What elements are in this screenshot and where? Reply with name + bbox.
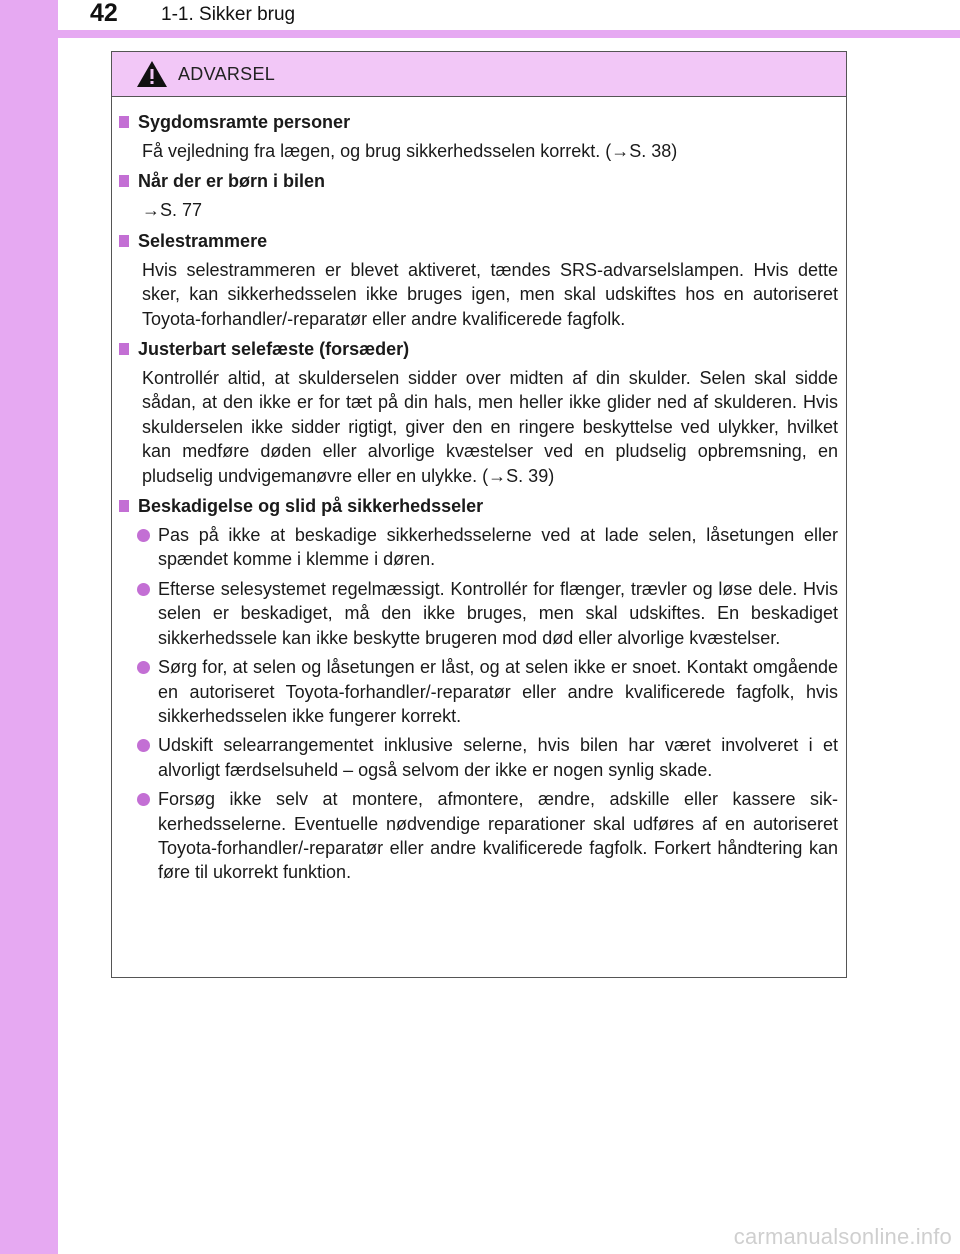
- list-item-text: Sørg for, at selen og låsetungen er låst, og at selen ikke er snoet. Kontakt omgående en autoriseret Toyota-forhandler/-reparatør eller andre kvalificerede fagfolk, hvis sikkerhedsselen ikke fungerer korrekt.: [158, 657, 838, 726]
- round-bullet-icon: [137, 661, 150, 674]
- section-heading-text: Selestrammere: [138, 230, 268, 251]
- list-item: [119, 577, 838, 650]
- round-bullet-icon: [137, 739, 150, 752]
- warning-body: [112, 97, 846, 885]
- section-heading: [119, 169, 838, 193]
- warning-header: [112, 52, 846, 97]
- list-item: [119, 523, 838, 572]
- list-item-text: Pas på ikke at beskadige sikkerhedsselerne ved at lade selen, låsetungen eller spændet komme i klemme i døren.: [158, 525, 838, 570]
- warning-box: [111, 51, 847, 978]
- warning-triangle-icon: [136, 60, 168, 88]
- list-item-text: Udskift selearrangementet inklusive selerne, hvis bilen har været involveret i et alvorligt færdselsuheld – også selvom der ikke er nogen synlig skade.: [158, 735, 838, 780]
- warning-label: ADVARSEL: [178, 63, 276, 84]
- section-title: 1-1. Sikker brug: [161, 4, 296, 25]
- section-heading-text: Sygdomsramte personer: [138, 112, 351, 132]
- list-item: [119, 733, 838, 782]
- list-item: [119, 787, 838, 885]
- section-paragraph: Hvis selestrammeren er blevet aktiveret, tændes SRS-advarselslampen. Hvis dette sker, kan sikkerhedsselen ikke bruges igen, men skal udskiftes hos en autoriseret Toyota-forhandler/-reparatør eller andre kvalificerede fagfolk.: [142, 259, 838, 329]
- round-bullet-icon: [137, 583, 150, 596]
- page-reference: →S. 77: [142, 200, 203, 221]
- list-item-text: Efterse selesystemet regelmæssigt. Kontrollér for flænger, trævler og løse dele. Hvis selen er beskadiget, må den ikke bruges, men skal udskiftes. En beskadiget sikkerhedssele kan ikke beskytte brugeren mod død eller alvorlige kvæstelser.: [158, 578, 838, 648]
- section-heading: [119, 229, 838, 253]
- section-heading-text: Beskadigelse og slid på sikkerhedsseler: [138, 496, 484, 517]
- section-heading: [119, 110, 838, 134]
- side-tab-strip: [0, 0, 58, 1254]
- list-item: [119, 655, 838, 728]
- round-bullet-icon: [137, 529, 150, 542]
- round-bullet-icon: [137, 793, 150, 806]
- square-bullet-icon: [119, 116, 129, 128]
- section-paragraph: Få vejledning fra lægen, og brug sikkerhedsselen korrekt. (→S. 38): [142, 141, 678, 161]
- square-bullet-icon: [119, 235, 129, 247]
- page-number: 42: [84, 0, 124, 30]
- watermark: carmanualsonline.info: [733, 1224, 952, 1249]
- square-bullet-icon: [119, 175, 129, 187]
- section-heading-text: Justerbart selefæste (forsæder): [138, 339, 410, 360]
- section-heading: [119, 494, 838, 518]
- square-bullet-icon: [119, 343, 129, 355]
- section-heading: [119, 337, 838, 361]
- section-paragraph: Kontrollér altid, at skulderselen sidder over midten af din skulder. Selen skal sidde sådan, at den ikke er for tæt på din hals, men heller ikke glider ned af skulderen. Hvis skulderselen ikke sidder rigtigt, giver den en ringere beskyttelse ved ulykker, hvilket kan medføre døden eller alvorlige kvæstelser ved en pludselig opbremsning, en pludselig undvigemanøvre eller en ulykke. (→S. 39): [142, 368, 838, 486]
- section-heading-text: Når der er børn i bilen: [138, 171, 326, 192]
- square-bullet-icon: [119, 500, 129, 512]
- header-rule: [0, 30, 960, 38]
- list-item-text: Forsøg ikke selv at montere, afmontere, ændre, adskille eller kassere sikkerhedsselerne. Eventuelle nødvendige reparationer skal udføres af en autoriseret Toyota-forhandler/-reparatør eller andre kvalificerede fagfolk. Forkert håndtering kan føre til ukorrekt funktion.: [158, 789, 838, 883]
